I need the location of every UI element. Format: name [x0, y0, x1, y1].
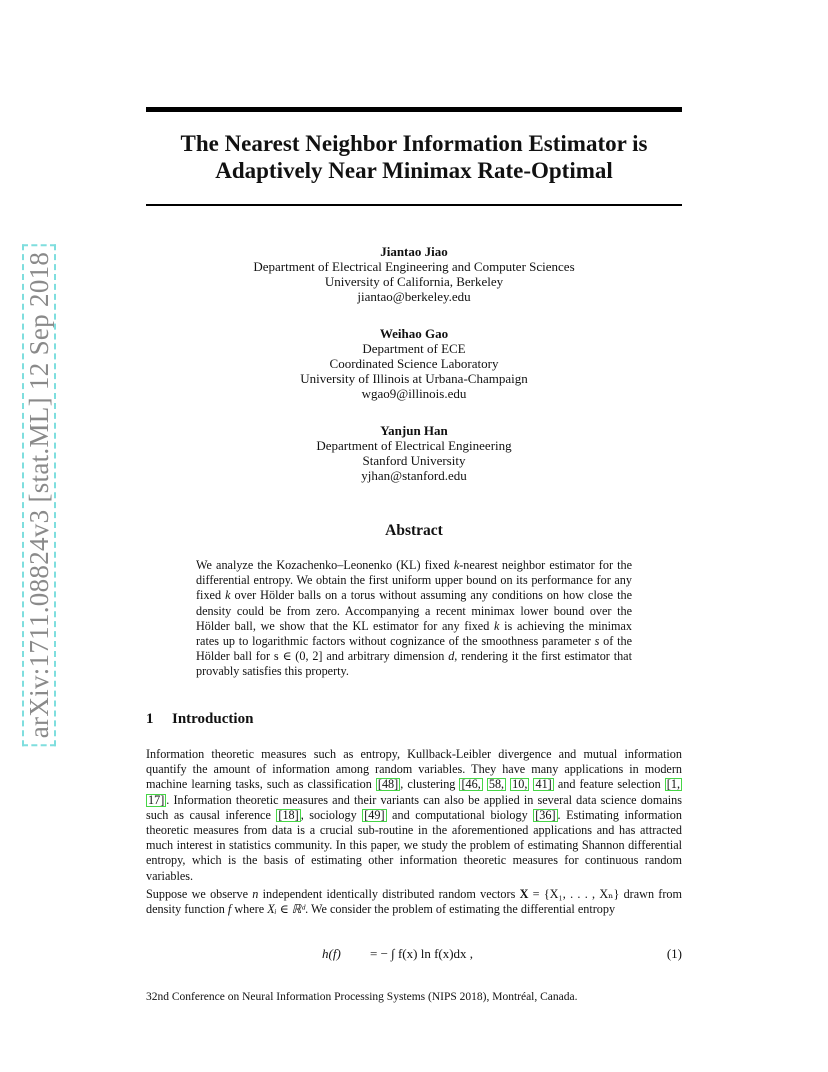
abstract-fragment: is achieving the minimax rates up to logarithmic factors without cognizance of the smoothness parameter	[196, 618, 632, 649]
citation-link[interactable]: [18]	[278, 807, 299, 822]
math-bold-x: X	[519, 887, 529, 901]
author-name: Weihao Gao	[379, 326, 449, 341]
text-fragment: independent identically distributed random vectors	[258, 887, 520, 901]
math-k: k	[494, 618, 500, 633]
author-affiliation: Stanford University	[362, 453, 466, 468]
abstract-fragment: over Hölder balls on a torus without assuming any conditions on how close the density could be from zero. Accompanying a recent minimax lower bound over the Hölder ball, we show that the KL estimator for any fixed	[196, 588, 632, 633]
citation-link[interactable]: [49]	[364, 807, 385, 822]
author-affiliation: Coordinated Science Laboratory	[329, 356, 499, 371]
math-k: k	[453, 558, 460, 572]
citation-link[interactable]: 58,	[488, 777, 505, 792]
citation-link[interactable]: [46,	[461, 777, 481, 792]
text-fragment: Information theoretic measures such as entropy, Kullback-Leibler divergence and mutual information quantify the amount of information among random variables. They have many applications in modern machine learning tasks, such as classification	[146, 747, 682, 792]
citation-link[interactable]: 41]	[535, 777, 552, 792]
abstract-fragment: and arbitrary dimension	[322, 649, 449, 664]
text-fragment: drawn from density function	[146, 887, 683, 917]
author-email: jiantao@berkeley.edu	[357, 289, 471, 304]
title-top-rule	[146, 107, 682, 112]
text-fragment: . We consider the problem of estimating the differential entropy	[305, 902, 616, 917]
citation-link[interactable]: [1,	[666, 777, 680, 792]
problem-paragraph	[146, 887, 682, 917]
section-number: 1	[146, 711, 154, 727]
author-email: wgao9@illinois.edu	[361, 386, 467, 401]
citation-link[interactable]: [48]	[377, 777, 399, 792]
math-n: n	[252, 887, 259, 901]
math-k: k	[225, 588, 231, 603]
title-bottom-rule	[146, 204, 682, 206]
abstract-heading: Abstract	[385, 522, 443, 539]
author-email: yjhan@stanford.edu	[361, 468, 467, 483]
author-affiliation: Department of ECE	[362, 341, 466, 356]
equation-rhs: = − ∫ f(x) ln f(x)dx ,	[370, 946, 474, 961]
author-block-1	[146, 244, 682, 304]
equation-lhs: h(f)	[322, 946, 341, 961]
author-affiliation: Department of Electrical Engineering	[316, 438, 512, 453]
text-fragment: and feature selection	[553, 777, 665, 792]
math-sample-set: = {X₁, . . . , Xₙ}	[528, 887, 620, 901]
math-d: d	[448, 649, 455, 664]
equation-1	[146, 946, 682, 964]
section-title: Introduction	[172, 711, 254, 727]
abstract-fragment: We analyze the Kozachenko–Leonenko (KL) fixed	[196, 558, 454, 572]
equation-number: (1)	[666, 946, 682, 961]
arxiv-identifier: arXiv:1711.08824v3 [stat.ML] 12 Sep 2018	[22, 244, 56, 746]
text-fragment: . Information theoretic measures and their variants can also be applied in several data science domains such as causal inference	[146, 792, 682, 822]
author-affiliation: University of California, Berkeley	[324, 274, 504, 289]
text-fragment: , sociology	[300, 807, 363, 822]
paper-title	[146, 130, 682, 184]
section-heading	[146, 711, 253, 728]
author-name: Jiantao Jiao	[380, 244, 448, 259]
citation-link[interactable]: 17]	[148, 792, 165, 807]
math-s-range: s ∈ (0, 2]	[273, 649, 323, 664]
abstract-fragment: , rendering it the first estimator that provably satisfies this property.	[196, 649, 632, 679]
abstract-fragment: of the Hölder ball for	[196, 634, 633, 664]
text-fragment: and computational biology	[386, 807, 534, 822]
conference-footer: 32nd Conference on Neural Information Processing Systems (NIPS 2018), Montréal, Canada.	[146, 991, 578, 1003]
author-affiliation: University of Illinois at Urbana-Champaign	[300, 371, 528, 386]
math-xi-in-rd: Xᵢ ∈ ℝᵈ	[267, 902, 306, 917]
title-line-2: Adaptively Near Minimax Rate-Optimal	[215, 158, 613, 183]
author-block-2	[146, 326, 682, 401]
author-name: Yanjun Han	[380, 423, 448, 438]
abstract-text	[196, 558, 632, 680]
citation-link[interactable]: 10,	[512, 777, 528, 792]
text-fragment: where	[231, 902, 268, 917]
author-block-3	[146, 423, 682, 483]
math-f: f	[227, 902, 232, 917]
abstract-fragment: -nearest neighbor estimator for the differential entropy. We obtain the first uniform upper bound on its performance for any fixed	[196, 558, 632, 603]
math-s: s	[594, 634, 600, 649]
text-fragment: Suppose we observe	[146, 887, 253, 901]
text-fragment: , clustering	[400, 777, 460, 792]
citation-link[interactable]: [36]	[535, 807, 556, 822]
author-affiliation: Department of Electrical Engineering and Computer Sciences	[253, 259, 575, 274]
intro-paragraph	[146, 747, 682, 884]
title-line-1: The Nearest Neighbor Information Estimator is	[180, 131, 648, 156]
text-fragment: . Estimating information theoretic measures from data is a crucial sub-routine in the aforementioned applications and has attracted much interest in statistics community. In this paper, we study the problem of estimating Shannon differential entropy, which is the basis of estimating other information theoretic measures for continuous random variables.	[146, 807, 682, 883]
